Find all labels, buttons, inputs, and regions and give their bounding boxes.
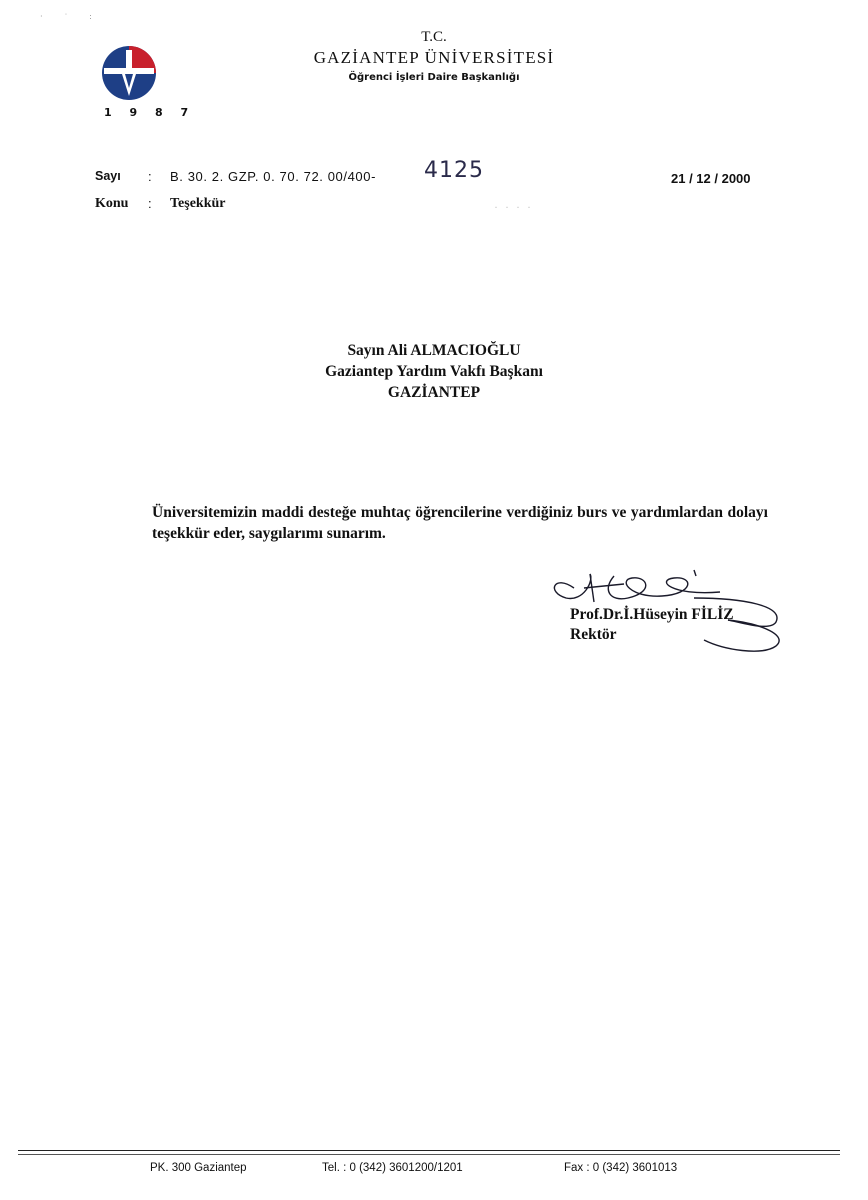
university-name: GAZİANTEP ÜNİVERSİTESİ [313,48,555,67]
tc-heading: T.C. [421,29,447,45]
document-date: 21 / 12 / 2000 [671,171,751,186]
konu-value: Teşekkür [170,196,226,211]
signer-name: Prof.Dr.İ.Hüseyin FİLİZ [570,606,734,623]
footer-divider [18,1150,840,1151]
sayi-label: Sayı [95,169,121,183]
konu-colon: : [148,196,152,211]
addressee-name: Sayın Ali ALMACIOĞLU [347,342,521,359]
footer-fax: Fax : 0 (342) 3601013 [564,1162,678,1174]
founding-year: 1 9 8 7 [104,106,196,119]
addressee-block [0,340,868,403]
addressee-position: Gaziantep Yardım Vakfı Başkanı [325,363,543,380]
footer-telephone: Tel. : 0 (342) 3601200/1201 [322,1162,463,1174]
footer-address: PK. 300 Gaziantep [150,1162,247,1174]
addressee-city: GAZİANTEP [387,384,481,401]
handwritten-number: 4125 [424,158,484,183]
sayi-colon: : [148,169,152,184]
footer-divider-secondary [18,1154,840,1155]
scan-specks: · ˙ : [40,12,102,21]
letter-body: Üniversitemizin maddi desteğe muhtaç öğrencilerine verdiğiniz burs ve yardımlardan dolayı teşekkür eder, saygılarımı sunarım. [152,504,768,542]
department-name: Öğrenci İşleri Daire Başkanlığı [348,72,520,83]
signer-title: Rektör [570,626,617,643]
konu-label: Konu [95,196,129,211]
faint-stamp-mark: · · · · [494,200,533,214]
sayi-value: B. 30. 2. GZP. 0. 70. 72. 00/400- [170,169,377,184]
